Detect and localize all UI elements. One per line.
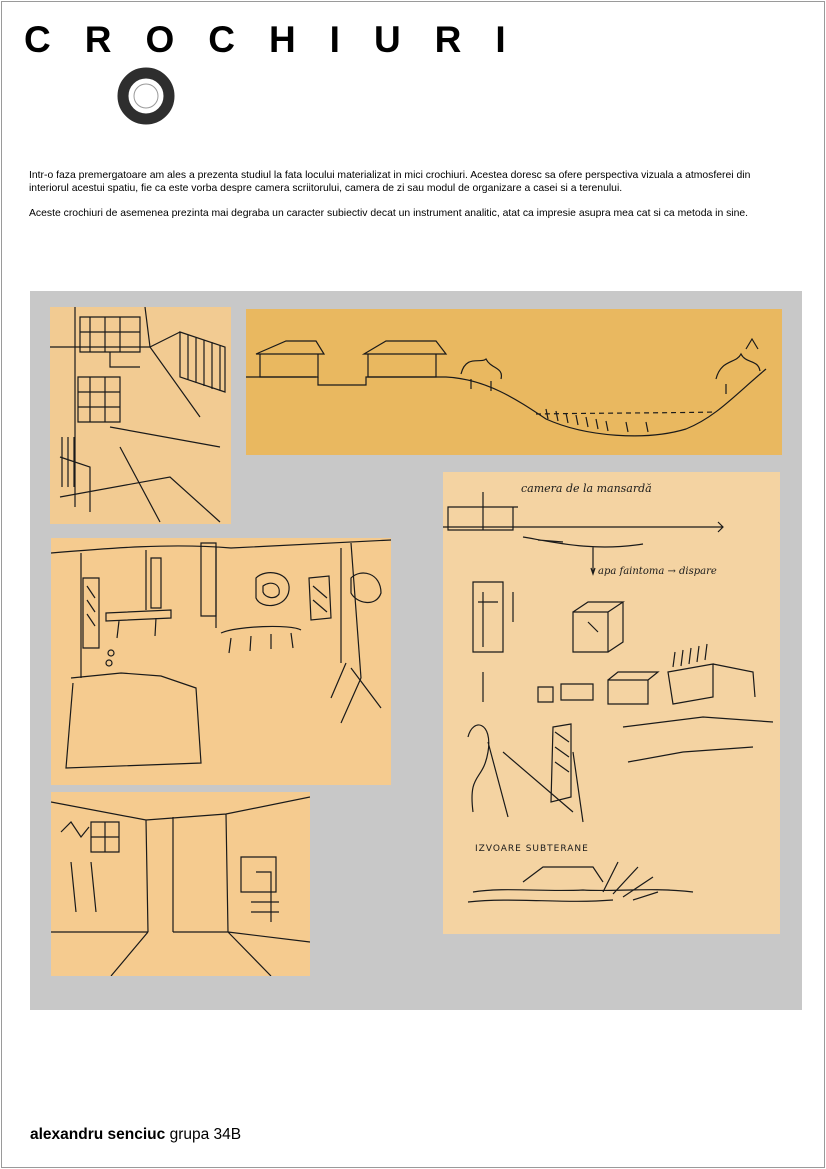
intro-text <box>29 170 789 234</box>
sketch-annotated-studies <box>443 472 780 934</box>
author-name: alexandru senciuc <box>30 1126 166 1143</box>
sketch-note-izvoare: IZVOARE SUBTERANE <box>475 844 589 854</box>
intro-paragraph-1: Intr-o faza premergatoare am ales a prezenta studiul la fata locului materializat in mici crochiuri. Acestea doresc sa ofere perspectiva vizuala a atmosferei din interiorul acestui spatiu, fie ca este vorba despre camera scriitorului, camera de zi sau modul de organizare a casei si a terenului. <box>29 170 751 194</box>
sketch-note-mansarda: camera de la mansardă <box>521 482 652 495</box>
intro-paragraph-2: Aceste crochiuri de asemenea prezinta mai degraba un caracter subiectiv decat un instrument analitic, atat ca impresie asupra mea cat si ca metoda in sine. <box>29 208 749 220</box>
sketch-note-apa: apa faintoma → dispare <box>598 566 717 577</box>
ring-logo-icon <box>117 67 175 125</box>
sketch-living-room <box>51 538 391 785</box>
sketch-writer-room <box>50 307 231 524</box>
sketch-site-section <box>246 309 782 455</box>
sketch-room-corner <box>51 792 310 976</box>
page-title: CROCHIURI <box>24 19 540 60</box>
author-footer <box>30 1126 241 1144</box>
author-group: grupa 34B <box>169 1126 242 1143</box>
